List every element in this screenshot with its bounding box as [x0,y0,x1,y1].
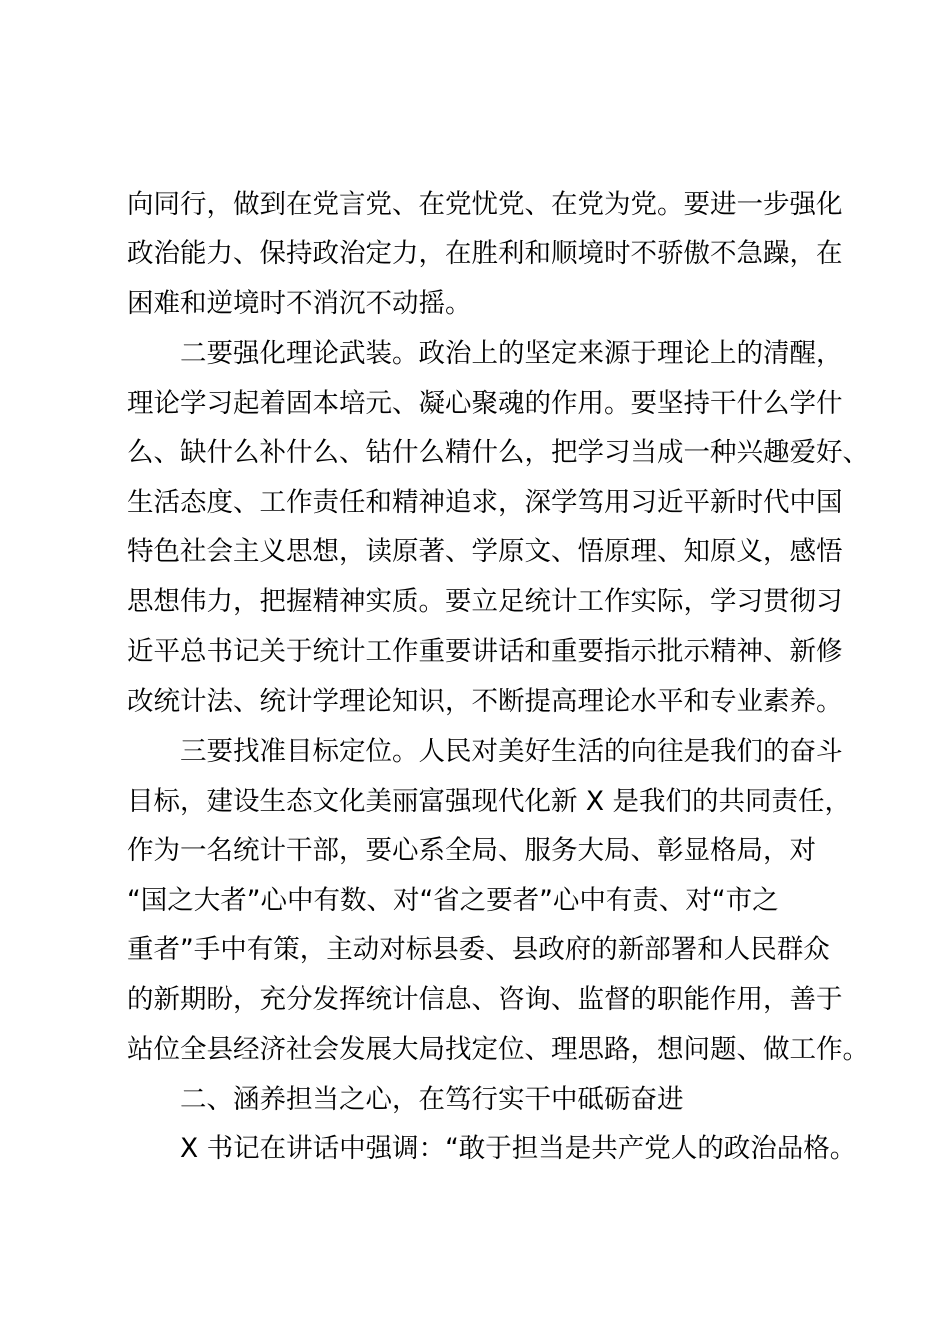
text-line: 改统计法、统计学理论知识，不断提高理论水平和专业素养。 [127,686,843,717]
text-line: 特色社会主义思想，读原著、学原文、悟原理、知原义，感悟 [127,536,843,567]
text-line: “国之大者”心中有数、对“省之要者”心中有责、对“市之 [127,885,779,916]
paragraph-first-line: X 书记在讲话中强调：“敢于担当是共产党人的政治品格。 [180,1133,857,1164]
text-line: 目标，建设生态文化美丽富强现代化新 X 是我们的共同责任， [127,786,852,817]
text-line: 作为一名统计干部，要心系全局、服务大局、彰显格局，对 [127,835,816,866]
text-line: 困难和逆境时不消沉不动摇。 [127,288,472,319]
text-line: 思想伟力，把握精神实质。要立足统计工作实际，学习贯彻习 [127,586,843,617]
paragraph-first-line: 二要强化理论武装。政治上的坚定来源于理论上的清醒， [180,338,843,369]
text-line: 重者”手中有策，主动对标县委、县政府的新部署和人民群众 [127,934,830,965]
text-line: 政治能力、保持政治定力，在胜利和顺境时不骄傲不急躁，在 [127,238,843,269]
section-heading: 二、涵养担当之心，在笃行实干中砥砺奋进 [180,1084,684,1115]
text-line: 近平总书记关于统计工作重要讲话和重要指示批示精神、新修 [127,636,843,667]
text-line: 么、缺什么补什么、钻什么精什么，把学习当成一种兴趣爱好、 [127,437,869,468]
text-line: 向同行，做到在党言党、在党忧党、在党为党。要进一步强化 [127,189,843,220]
paragraph-first-line: 三要找准目标定位。人民对美好生活的向往是我们的奋斗 [180,736,843,767]
text-line: 的新期盼，充分发挥统计信息、咨询、监督的职能作用，善于 [127,984,843,1015]
text-line: 理论学习起着固本培元、凝心聚魂的作用。要坚持干什么学什 [127,388,843,419]
text-line: 站位全县经济社会发展大局找定位、理思路，想问题、做工作。 [127,1034,869,1065]
text-line: 生活态度、工作责任和精神追求，深学笃用习近平新时代中国 [127,487,843,518]
